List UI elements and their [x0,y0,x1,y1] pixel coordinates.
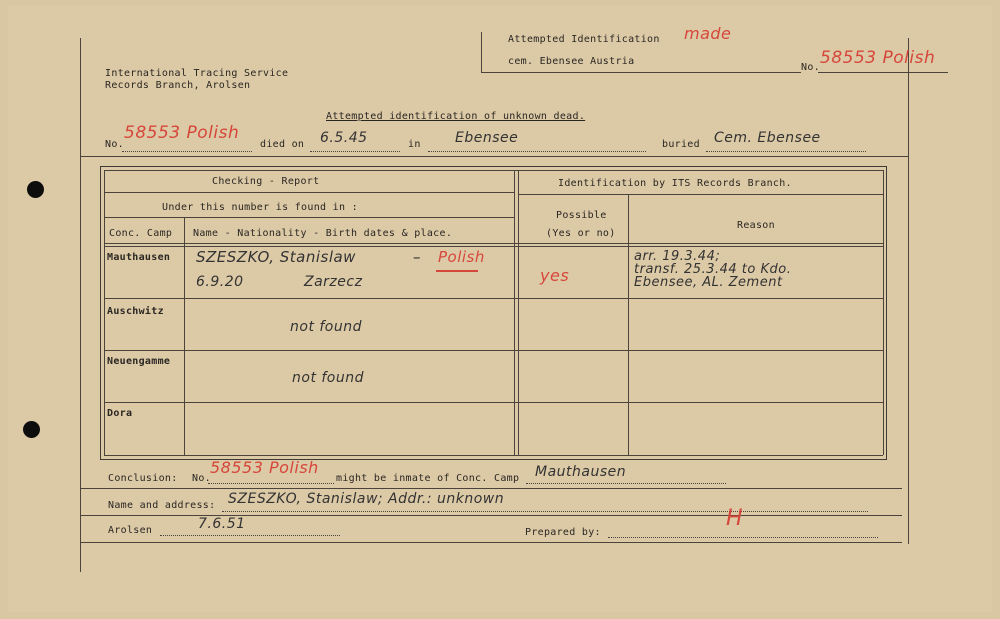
in-dots [428,151,646,152]
record-no-label: No. [105,139,124,150]
arolsen-label: Arolsen [108,525,153,536]
identification-header: Identification by ITS Records Branch. [558,178,792,189]
conclusion-rule [80,488,902,489]
col-sep-camp [184,217,185,455]
record-rule [80,156,908,157]
table-inner-left [104,170,105,455]
row-birthdate-mauthausen: 6.9.20 [196,274,244,290]
conclusion-camp: Mauthausen [535,464,627,480]
row-sep-1 [104,192,514,193]
row-sep-1b [518,194,883,195]
tracing-card [8,6,992,612]
record-no-value: 58553 Polish [124,123,240,143]
row-sep-3b [104,246,883,247]
table-inner-right [883,170,884,455]
cemetery-label: cem. Ebensee Austria [508,56,635,67]
row-reason-line2: transf. 25.3.44 to Kdo. [634,262,792,277]
row-name-auschwitz: not found [290,319,363,335]
header-box-left [481,32,482,72]
name-address-dots [222,511,868,512]
name-address-value: SZESZKO, Stanislaw; Addr.: unknown [228,491,505,507]
header-box-bottom [481,72,801,73]
punch-hole-bottom [23,421,40,438]
document-title: Attempted identification of unknown dead. [326,111,586,122]
conclusion-no-label: No. [192,473,211,484]
right-rule [908,38,909,544]
row-camp-neuengamme: Neuengamme [107,356,171,367]
prepared-by-dots [608,537,878,538]
nationality-underline [436,270,478,272]
in-value: Ebensee [455,130,519,146]
org-line2: Records Branch, Arolsen [105,80,251,91]
col-possible-header: Possible [556,210,607,221]
name-address-label: Name and address: [108,500,216,511]
prepared-by-label: Prepared by: [525,527,601,538]
margin-rule [80,38,81,572]
conclusion-camp-dots [526,483,726,484]
made-stamp: made [684,24,732,43]
col-camp-header: Conc. Camp [109,228,173,239]
in-label: in [408,139,421,150]
under-number-header: Under this number is found in : [162,202,358,213]
row-name-mauthausen: SZESZKO, Stanislaw [196,248,356,266]
buried-label: buried [662,139,700,150]
header-no-value: 58553 Polish [820,48,936,68]
header-no-label: No. [801,62,820,73]
header-no-underline [818,72,948,73]
died-on-label: died on [260,139,305,150]
row-nationality-mauthausen: Polish [438,248,485,266]
row-sep-auschwitz [104,350,883,351]
col-sep-report [514,170,515,455]
row-birthplace-mauthausen: Zarzecz [304,274,363,290]
row-sep-neuengamme [104,402,883,403]
buried-dots [706,151,866,152]
col-name-header: Name - Nationality - Birth dates & place. [193,228,453,239]
col-sep-report-b [518,170,519,455]
col-reason-header: Reason [737,220,775,231]
conclusion-label: Conclusion: [108,473,178,484]
table-inner-top [104,170,883,171]
row-reason-line3: Ebensee, AL. Zement [634,275,783,290]
row-name-neuengamme: not found [292,370,365,386]
col-sep-possible [628,194,629,455]
row-camp-auschwitz: Auschwitz [107,306,164,317]
conclusion-text: might be inmate of Conc. Camp [336,473,520,484]
prepared-by-initials: H [726,506,744,531]
conclusion-no-dots [208,483,334,484]
conclusion-no-value: 58553 Polish [210,458,319,477]
prepared-rule [80,542,902,543]
record-no-dots [122,151,252,152]
row-sep-2 [104,217,514,218]
row-camp-dora: Dora [107,408,133,419]
table-inner-bottom [104,455,883,456]
buried-value: Cem. Ebensee [714,130,821,146]
attempted-identification-label: Attempted Identification [508,34,660,45]
row-sep-mauthausen [104,298,883,299]
report-date-dots [160,535,340,536]
punch-hole-top [27,181,44,198]
col-possible-subheader: (Yes or no) [546,228,616,239]
row-possible-mauthausen: yes [540,266,570,285]
row-sep-3 [104,243,883,244]
org-line1: International Tracing Service [105,68,289,79]
report-date: 7.6.51 [198,516,246,532]
row-camp-mauthausen: Mauthausen [107,252,171,263]
died-on-value: 6.5.45 [320,130,368,146]
checking-report-header: Checking - Report [212,176,320,187]
died-on-dots [310,151,400,152]
row-reason-line1: arr. 19.3.44; [634,249,721,264]
row-dash-mauthausen: – [413,248,421,266]
